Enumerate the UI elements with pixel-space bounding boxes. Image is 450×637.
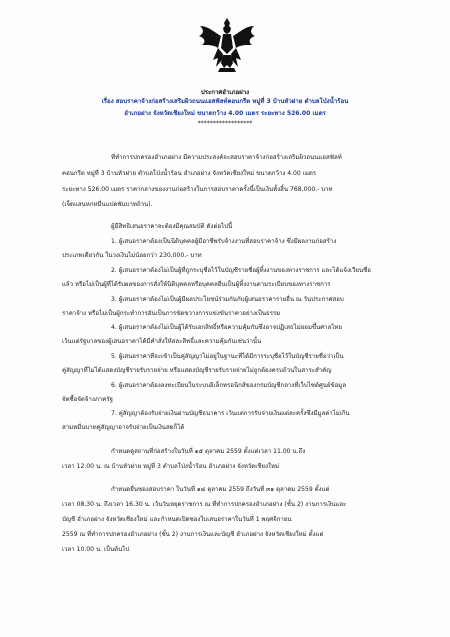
body-line: 4. ผู้เสนอราคาต้องไม่เป็นผู้ได้รับเอกสิทธิ์หรือความคุ้มกันซึ่งอาจปฏิเสธไม่ยอมขึ้นศาลไทย	[111, 324, 342, 331]
document-subject-line-2: อำเภอฝาง จังหวัดเชียงใหม่ ขนาดกว้าง 4.00 เมตร ระยะทาง 526.00 เมตร	[124, 110, 326, 117]
body-line: ประเภทเดียวกัน ในวงเงินไม่น้อยกว่า 230,000.- บาท	[62, 252, 202, 259]
body-line: จัดซื้อจัดจ้างภาครัฐ	[62, 396, 113, 403]
body-line: ที่ทำการปกครองอำเภอฝาง มีความประสงค์จะสอบราคาจ้างก่อสร้างเสริมผิวถนนแอสฟัลท์	[111, 154, 342, 161]
body-line: ราคาจ้าง หรือไม่เป็นผู้กระทำการอันเป็นการขัดขวางการแข่งขันราคาอย่างเป็นธรรม	[62, 310, 281, 317]
body-line: เวลา 10.00 น. เป็นต้นไป	[62, 546, 130, 553]
body-line: แล้ว หรือไม่เป็นผู้ที่ได้รับผลของการสั่งให้นิติบุคคลหรือบุคคลอื่นเป็นผู้ทิ้งงานตามระเบียบของทางราชการ	[62, 281, 331, 288]
body-line: กำหนดยื่นซองสอบราคา ในวันที่ ๑๘ ตุลาคม 2559 ถึงวันที่ ๓๑ ตุลาคม 2559 ตั้งแต่	[111, 486, 330, 493]
body-line: เวลา 12.00 น. ณ บ้านหัวฝาย หมู่ที่ 3 ตำบลโป่งน้ำร้อน อำเภอฝาง จังหวัดเชียงใหม่	[62, 463, 279, 470]
body-line: ระยะทาง 526.00 เมตร ราคากลางของงานก่อสร้างในการสอบราคาครั้งนี้เป็นเงินทั้งสิ้น 768,000.- บาท	[62, 186, 333, 193]
garuda-emblem	[196, 14, 258, 76]
body-line: กำหนดดูสถานที่ก่อสร้างในวันที่ ๑๕ ตุลาคม 2559 ตั้งแต่เวลา 11.00 น.ถึง	[111, 448, 306, 455]
body-line: สามหมื่นบาทคู่สัญญาอาจรับจ่ายเป็นเงินสดก็ได้	[62, 424, 185, 431]
document-subject-line-1: เรื่อง สอบราคาจ้างก่อสร้างเสริมผิวถนนแอสฟัลท์คอนกรีต หมู่ที่ 3 บ้านหัวฝาย ตำบลโป่งน้ำร้อน	[101, 98, 349, 105]
body-line: 7. คู่สัญญาต้องรับจ่ายเงินผ่านบัญชีธนาคาร เว้นแต่การรับจ่ายเงินแต่ละครั้งซึ่งมีมูลค่าไม่เกิน	[111, 410, 350, 417]
body-line: 2559 ณ ที่ทำการปกครองอำเภอฝาง (ชั้น 2) งานการเงินและบัญชี อำเภอฝาง จังหวัดเชียงใหม่ ตั้งแต่	[62, 531, 324, 538]
body-line: 1. ผู้เสนอราคาต้องเป็นนิติบุคคลผู้มีอาชีพรับจ้างงานที่สอบราคาจ้าง ซึ่งมีผลงานก่อสร้าง	[111, 238, 337, 245]
body-line: คอนกรีต หมู่ที่ 3 บ้านหัวฝาย ตำบลโป่งน้ำร้อน อำเภอฝาง จังหวัดเชียงใหม่ ขนาดกว้าง 4.00 เมตร	[62, 170, 317, 177]
body-line: 2. ผู้เสนอราคาต้องไม่เป็นผู้ที่ถูกระบุชื่อไว้ในบัญชีรายชื่อผู้ทิ้งงานของทางราชการ และได้แจ้งเวียนชื่อ	[111, 267, 371, 274]
body-line: บัญชี อำเภอฝาง จังหวัดเชียงใหม่ และกำหนดเปิดซองใบเสนอราคาในวันที่ 1 พฤศจิกายน	[62, 516, 292, 523]
body-line: ผู้มีสิทธิเสนอราคาจะต้องมีคุณสมบัติ ดังต่อไปนี้	[111, 223, 233, 230]
body-line: คู่สัญญาที่ไม่ได้แสดงบัญชีรายรับรายจ่าย หรือแสดงบัญชีรายรับรายจ่ายไม่ถูกต้องครบถ้วนในสาระสำคัญ	[62, 367, 332, 374]
body-line: (เจ็ดแสนหกหมื่นแปดพันบาทถ้วน).	[62, 201, 153, 208]
body-line: 5. ผู้เสนอราคาที่จะเข้าเป็นคู่สัญญาไม่อยู่ในฐานะที่ได้มีการระบุชื่อไว้ในบัญชีรายชื่อว่าเป็น	[111, 353, 344, 360]
document-title: ประกาศอำเภอฝาง	[200, 89, 250, 96]
body-line: เวลา 08.30 น. ถึงเวลา 16.30 น. เว้นวันหยุดราชการ ณ ที่ทำการปกครองอำเภอฝาง (ชั้น 2) งานการเงินและ	[62, 501, 347, 508]
body-line: 3. ผู้เสนอราคาต้องไม่เป็นผู้มีผลประโยชน์ร่วมกันกับผู้เสนอราคารายอื่น ณ วันประกาศสอบ	[111, 296, 344, 303]
body-line: 6. ผู้เสนอราคาต้องลงทะเบียนในระบบอิเล็กทรอนิกส์ของกรมบัญชีกลางที่เว็บไซต์ศูนย์ข้อมูล	[111, 382, 347, 389]
body-line: เว้นแต่รัฐบาลของผู้เสนอราคาได้มีคำสั่งให้สละสิทธิ์และความคุ้มกันเช่นว่านั้น	[62, 338, 262, 345]
separator-stars: ******************	[197, 120, 253, 127]
